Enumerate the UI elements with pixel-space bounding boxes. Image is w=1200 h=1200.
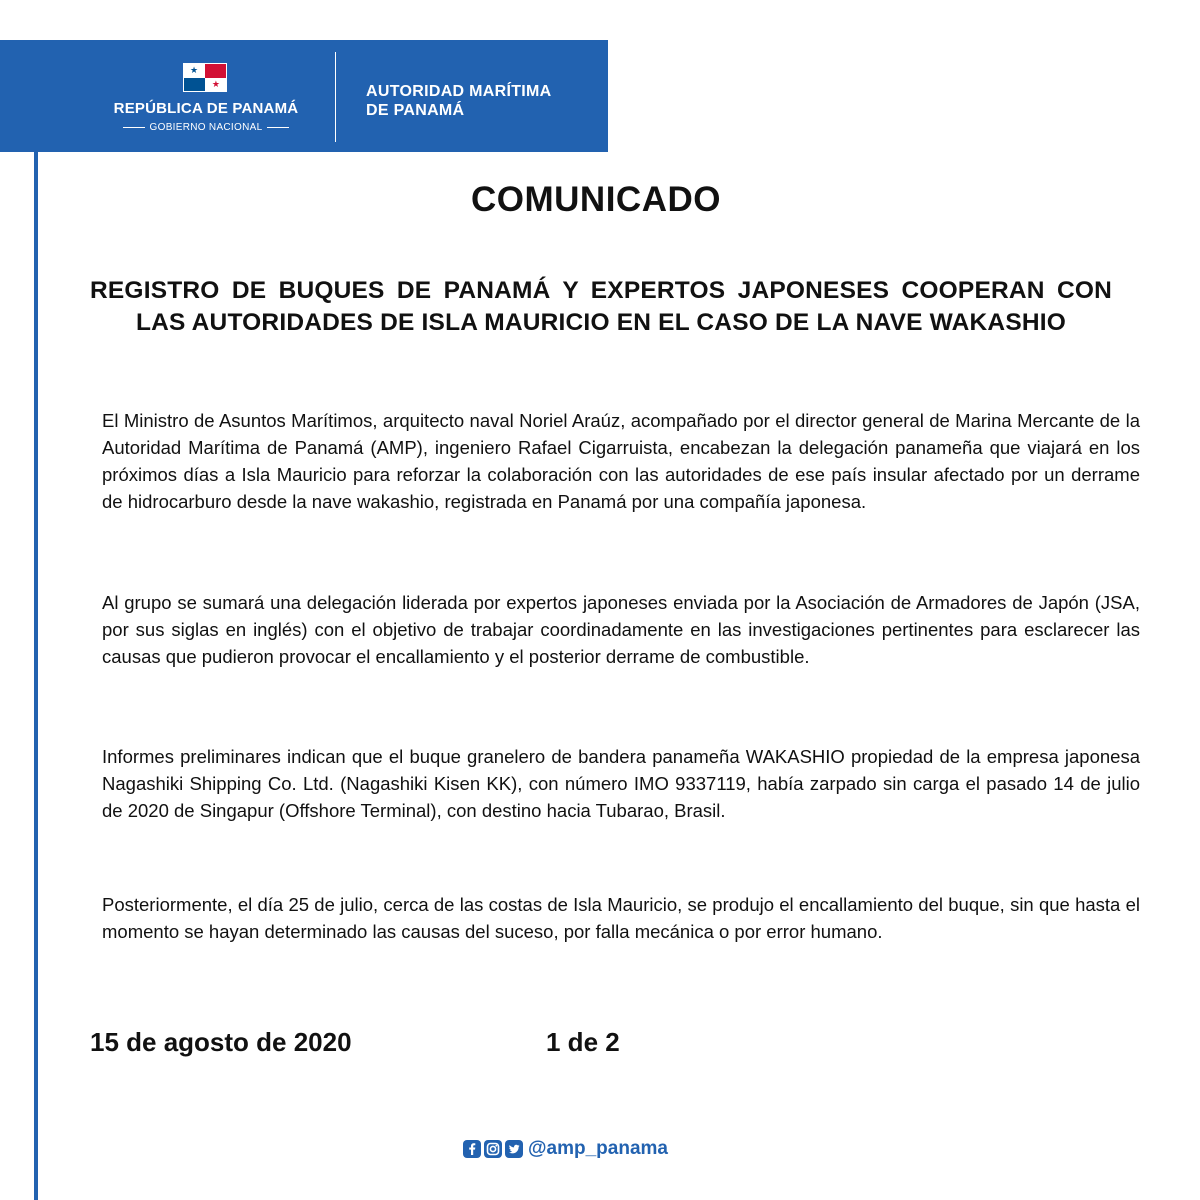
panama-flag-icon: ★ ★	[183, 63, 227, 92]
facebook-icon[interactable]	[463, 1140, 481, 1158]
social-handle[interactable]: @amp_panama	[528, 1138, 668, 1159]
paragraph-1: El Ministro de Asuntos Marítimos, arquitecto naval Noriel Araúz, acompañado por el director general de Marina Mercante de la Autoridad Marítima de Panamá (AMP), ingeniero Rafael Cigarruista, encabezan la delegación panameña que viajará en los próximos días a Isla Mauricio para reforzar la colaboración con las autoridades de ese país insular afectado por un derrame de hidrocarburo desde la nave wakashio, registrada en Panamá por una compañía japonesa.	[102, 410, 1140, 512]
authority-name-line2: DE PANAMÁ	[366, 102, 465, 119]
document-headline: REGISTRO DE BUQUES DE PANAMÁ Y EXPERTOS JAPONESES COOPERAN CON LAS AUTORIDADES DE ISLA MAURICIO EN EL CASO DE LA NAVE WAKASHIO	[90, 277, 1112, 336]
authority-name-line1: AUTORIDAD MARÍTIMA	[366, 83, 552, 100]
government-logo	[100, 60, 312, 140]
authority-name	[366, 82, 552, 120]
paragraph-3: Informes preliminares indican que el buque granelero de bandera panameña WAKASHIO propiedad de la empresa japonesa Nagashiki Shipping Co. Ltd. (Nagashiki Kisen KK), con número IMO 9337119, había zarpado sin carga el pasado 14 de julio de 2020 de Singapur (Offshore Terminal), con destino hacia Tubarao, Brasil.	[102, 746, 1140, 821]
social-links	[463, 1138, 668, 1160]
paragraph-2: Al grupo se sumará una delegación liderada por expertos japoneses enviada por la Asociación de Armadores de Japón (JSA, por sus siglas en inglés) con el objetivo de trabajar coordinadamente en las investigaciones pertinentes para esclarecer las causas que pudieron provocar el encallamiento y el posterior derrame de combustible.	[102, 592, 1140, 667]
government-title: REPÚBLICA DE PANAMÁ	[113, 100, 299, 117]
header-divider	[335, 52, 336, 142]
page-number: 1 de 2	[546, 1027, 620, 1057]
instagram-icon[interactable]	[484, 1140, 502, 1158]
twitter-icon[interactable]	[505, 1140, 523, 1158]
footer-date: 15 de agosto de 2020	[90, 1027, 352, 1057]
left-accent-rule	[34, 152, 38, 1200]
paragraph-4: Posteriormente, el día 25 de julio, cerca de las costas de Isla Mauricio, se produjo el encallamiento del buque, sin que hasta el momento se hayan determinado las causas del suceso, por falla mecánica o por error humano.	[102, 894, 1140, 942]
government-subtitle-text: GOBIERNO NACIONAL	[149, 122, 263, 133]
government-subtitle	[100, 122, 312, 133]
document-title: COMUNICADO	[471, 180, 721, 219]
